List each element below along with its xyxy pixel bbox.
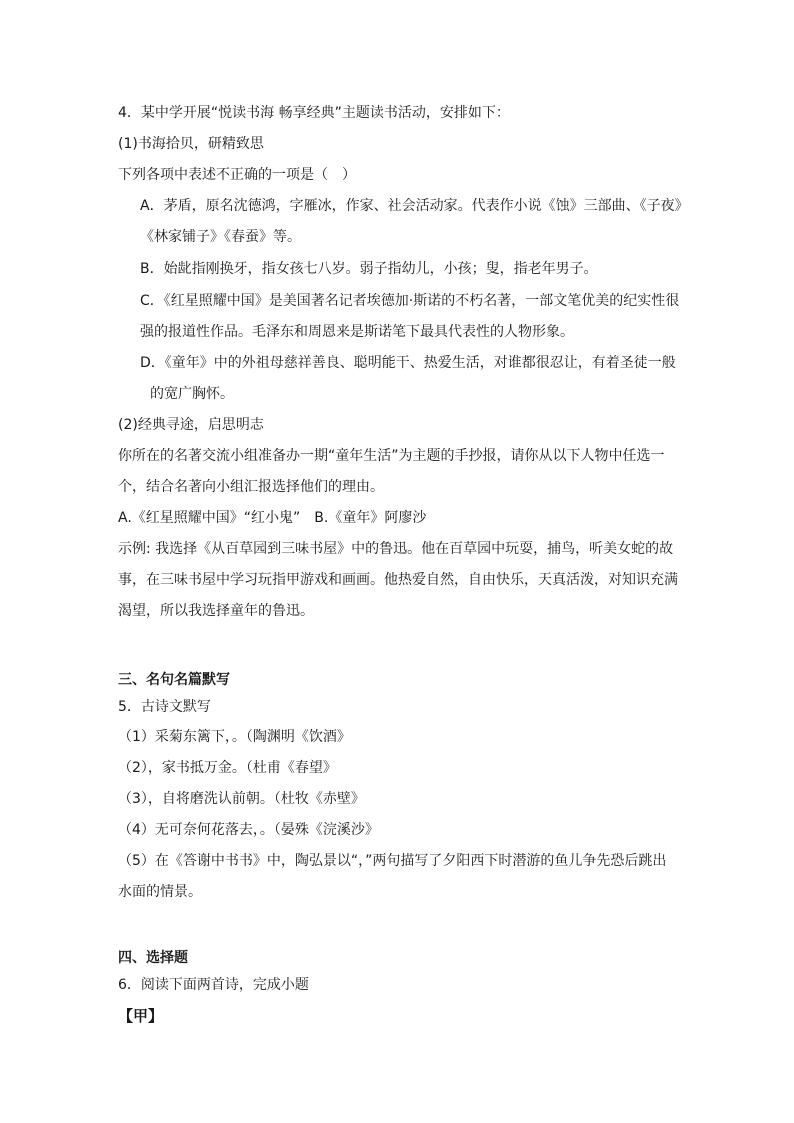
option-c-line2: 强的报道性作品。毛泽东和周恩来是斯诺笔下最具代表性的人物形象。: [140, 324, 574, 340]
q4-part1-question: 下列各项中表述不正确的一项是（ ）: [118, 167, 356, 183]
example-line-1: 示例: 我选择《从百草园到三味书屋》中的鲁迅。他在百草园中玩耍，捕鸟，听美女蛇的故: [118, 541, 674, 557]
section3-heading: 三、名句名篇默写: [118, 672, 230, 688]
example-line-2: 事，在三味书屋中学习玩指甲游戏和画画。他热爱自然，自由快乐，天真活泼，对知识充满: [118, 572, 678, 588]
poem-label: 【甲】: [118, 1007, 164, 1025]
example-line-3: 渴望，所以我选择童年的鲁迅。: [118, 603, 314, 619]
option-d-line1: D．《童年》中的外祖母慈祥善良、聪明能干、热爱生活，对谁都很忍让，有着圣徒一般: [140, 355, 676, 371]
option-a-line2: 《林家铺子》《春蚕》等。: [140, 229, 301, 245]
section4-heading: 四、选择题: [118, 950, 188, 966]
q4-part2-text-1: 你所在的名著交流小组准备办一期“童年生活”为主题的手抄报，请你从以下人物中任选一: [118, 448, 665, 464]
option-a-line1: A．茅盾，原名沈德鸿，字雁冰，作家、社会活动家。代表作小说《蚀》三部曲、《子夜》: [140, 198, 689, 214]
option-d-line2: 的宽广胸怀。: [150, 386, 234, 402]
q5-item-1: （1）采菊东篱下，。（陶渊明《饮酒》: [118, 729, 351, 745]
q5-item-4: （4）无可奈何花落去，。（晏殊《浣溪沙》: [118, 822, 379, 838]
q4-part2-text-2: 个，结合名著向小组汇报选择他们的理由。: [118, 479, 384, 495]
q5-item-3: （3），自将磨洗认前朝。（杜牧《赤壁》: [118, 791, 365, 807]
q4-part2-choices: A.《红星照耀中国》“红小鬼” B.《童年》阿廖沙: [118, 510, 427, 526]
q4-part1-heading: (1)书海拾贝，研精致思: [118, 136, 264, 152]
option-c-line1: C．《红星照耀中国》是美国著名记者埃德加·斯诺的不朽名著，一部文笔优美的纪实性很: [140, 293, 680, 309]
option-b-line1: B．始龀指刚换牙，指女孩七八岁。弱子指幼儿，小孩；叟，指老年男子。: [140, 261, 598, 277]
q5-item-5-cont: 水面的情景。: [118, 884, 202, 900]
q5-title: 5．古诗文默写: [118, 699, 211, 715]
q6-title: 6．阅读下面两首诗，完成小题: [118, 977, 309, 993]
q4-part2-heading: (2)经典寻途，启思明志: [118, 417, 264, 433]
q5-item-5: （5）在《答谢中书书》中，陶弘景以“，”两句描写了夕阳西下时潜游的鱼儿争先恐后跳出: [118, 853, 667, 869]
q5-item-2: （2），家书抵万金。（杜甫《春望》: [118, 760, 337, 776]
q4-title: 4．某中学开展“悦读书海 畅享经典”主题读书活动，安排如下：: [118, 105, 510, 121]
